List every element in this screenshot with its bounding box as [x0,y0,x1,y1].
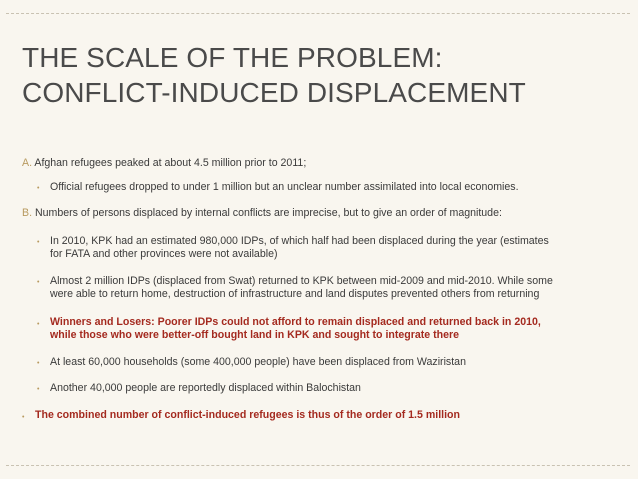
slide-title-line-2: CONFLICT-INDUCED DISPLACEMENT [22,77,526,108]
bullet-icon: • [22,414,25,421]
section-b-item-5: Another 40,000 people are reportedly displaced within Balochistan [50,382,361,394]
section-b-item-2-line-2: were able to return home, destruction of infrastructure and land disputes prevented others from returning [50,288,540,300]
conclusion-text: The combined number of conflict-induced refugees is thus of the order of 1.5 million [35,409,460,421]
section-a-text: Afghan refugees peaked at about 4.5 million prior to 2011; [32,157,307,169]
bottom-divider [6,465,630,466]
section-b-item-3-line-1: Winners and Losers: Poorer IDPs could not afford to remain displaced and returned back in 2010, [50,316,541,328]
section-b-item-3-line-2: while those who were better-off bought land in KPK and sought to integrate there [50,329,460,341]
section-b-item-1-line-2: for FATA and other provinces were not available) [50,248,278,260]
section-b-item-4: At least 60,000 households (some 400,000 people) have been displaced from Waziristan [50,356,466,368]
bullet-icon: • [37,239,40,246]
section-b-heading [22,207,502,220]
section-b-item-2-line-1: Almost 2 million IDPs (displaced from Swat) returned to KPK between mid-2009 and mid-2010. While some [50,275,553,287]
bullet-icon: • [37,360,40,367]
section-b-item-1-line-1: In 2010, KPK had an estimated 980,000 IDPs, of which half had been displaced during the year (estimates [50,235,549,247]
section-b-marker: B. [22,207,33,219]
section-a-item-1: Official refugees dropped to under 1 million but an unclear number assimilated into local economies. [50,181,519,193]
bullet-icon: • [37,386,40,393]
section-a-marker: A. [22,157,33,169]
bullet-icon: • [37,279,40,286]
bullet-icon: • [37,185,40,192]
section-a-heading [22,157,306,170]
bullet-icon: • [37,321,40,328]
slide-title-line-1: THE SCALE OF THE PROBLEM: [22,42,443,73]
section-b-text: Numbers of persons displaced by internal conflicts are imprecise, but to give an order of magnitude: [32,207,502,219]
